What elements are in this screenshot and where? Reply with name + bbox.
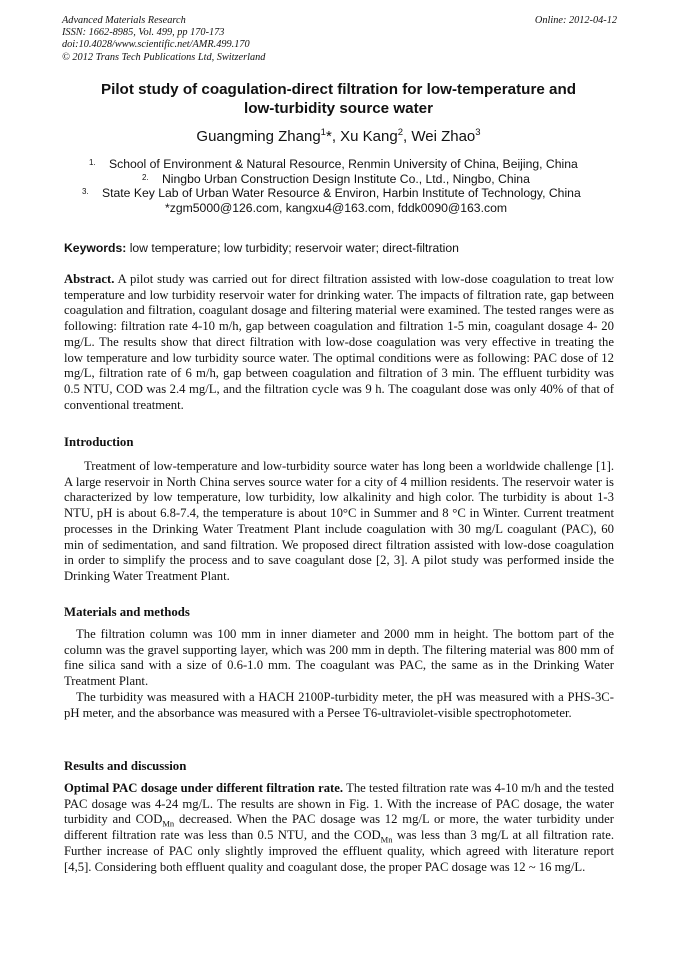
author-emails: *zgm5000@126.com, kangxu4@163.com, fddk0090@163.com [165, 201, 507, 215]
affiliation-3 [82, 186, 581, 201]
corresponding-mark: * [325, 128, 332, 145]
introduction-body: Treatment of low-temperature and low-turbidity source water has long been a worldwide challenge [1]. A large reservoir in North China serves source water for a city of 4 million residents. The reservoir water is characterized by low temperature, low turbidity, low alkalinity and high color. The turbidity is about 1-3 NTU, pH is about 6.8-7.4, the temperature is about 10°C in Summer and 8 °C in Winter. Current treatment processes in the Drinking Water Treatment Plant include coagulation with 30 mg/L coagulant (PAC), 60 min of sedimentation, and sand filtration. We proposed direct filtration assisted with low-dose coagulation in order to simplify the process and to save coagulant dose [2, 3]. A pilot study was performed inside the Drinking Water Treatment Plant. [64, 459, 614, 583]
affiliation-1-text: School of Environment & Natural Resource, Renmin University of China, Beijing, China [109, 157, 578, 171]
abstract-label: Abstract. [64, 272, 115, 286]
results-subheading: Optimal PAC dosage under different filtration rate. [64, 781, 344, 795]
affiliation-1-number: 1. [89, 158, 96, 167]
methods-paragraph-1: The filtration column was 100 mm in inner diameter and 2000 mm in height. The bottom part of the column was the gravel supporting layer, which was 200 mm in depth. The filtering material was 800 mm of fine silica sand with a size of 0.6-1.0 mm. The coagulant was PAC, the same as in the Drinking Water Treatment Plant. [64, 627, 614, 689]
keywords-label: Keywords: [64, 241, 127, 255]
author-zhao-affil: 3 [475, 127, 481, 138]
abstract [64, 272, 614, 413]
journal-header [62, 15, 617, 64]
author-zhang: Guangming Zhang [196, 128, 321, 145]
results-text-3: was less than 3 mg/L at all filtration rate. Further increase of PAC only slightly improved the effluent quality, which agreed with literature report [4,5]. Considering both effluent quality and coagulant dose, the proper PAC dosage was 12 ~ 16 mg/L. [64, 828, 615, 874]
journal-issn: ISSN: 1662-8985, Vol. 499, pp 170-173 [62, 27, 225, 39]
introduction-heading: Introduction [64, 435, 134, 449]
journal-copyright: © 2012 Trans Tech Publications Ltd, Switzerland [62, 51, 266, 63]
author-sep-2: , [403, 128, 412, 145]
keywords-text: low temperature; low turbidity; reservoir water; direct-filtration [126, 241, 459, 255]
title-line-2: low-turbidity source water [243, 100, 434, 117]
author-zhang-affil: 1 [320, 127, 326, 138]
online-date: Online: 2012-04-12 [534, 15, 617, 26]
results-text-2: decreased. When the PAC dosage was 12 mg/L or more, the water turbidity under different filtration rate was less than 0.5 NTU, and the COD [64, 812, 614, 843]
affiliation-2-text: Ningbo Urban Construction Design Institute Co., Ltd., Ningbo, China [162, 172, 530, 186]
results-paragraph [64, 781, 614, 875]
author-sep-1: , [331, 128, 341, 145]
affiliation-3-number: 3. [82, 187, 89, 196]
affiliation-2-number: 2. [142, 173, 149, 182]
journal-name: Advanced Materials Research [62, 15, 186, 26]
cod-subscript-1: Mn [162, 818, 175, 829]
keywords [64, 241, 616, 256]
author-kang-affil: 2 [397, 127, 403, 138]
author-zhao: Wei Zhao [411, 128, 476, 145]
affiliation-1 [89, 157, 578, 172]
author-list [62, 128, 615, 146]
affiliation-2 [142, 172, 530, 187]
paper-title [62, 80, 615, 118]
title-line-1: Pilot study of coagulation-direct filtration for low-temperature and [100, 81, 577, 98]
cod-subscript-2: Mn [380, 834, 393, 845]
methods-heading: Materials and methods [64, 605, 190, 619]
affiliation-3-text: State Key Lab of Urban Water Resource & Environ, Harbin Institute of Technology, China [102, 186, 581, 200]
journal-doi: doi:10.4028/www.scientific.net/AMR.499.170 [62, 39, 250, 51]
results-heading: Results and discussion [64, 759, 187, 773]
results-text-1: The tested filtration rate was 4-10 m/h and the tested PAC dosage was 4-24 mg/L. The results are shown in Fig. 1. With the increase of PAC dosage, the water turbidity and COD [64, 781, 614, 827]
author-kang: Xu Kang [340, 128, 398, 145]
methods-paragraph-2: The turbidity was measured with a HACH 2100P-turbidity meter, the pH was measured with a PHS-3C-pH meter, and the absorbance was measured with a Persee T6-ultraviolet-visible spectrophotometer. [64, 690, 614, 720]
abstract-text: A pilot study was carried out for direct filtration assisted with low-dose coagulation to treat low temperature and low turbidity reservoir water for drinking water. The impacts of filtration rate, gap between coagulation and filtration, coagulant dosage and filtering material were examined. The tested ranges were as following: filtration rate 4-10 m/h, gap between coagulation and filtration 1-5 min, coagulant dosage 4- 20 mg/L. The results show that direct filtration with low-dose coagulation was very effective in treating the low temperature and low turbidity source water. The optimal conditions were as following: PAC dose of 12 mg/L, filtration rate of 6 m/h, gap between coagulation and filtration of 3 min. The effluent turbidity was 0.5 NTU, COD was 2.4 mg/L, and the filtration cycle was 9 h. The coagulant dose was only 40% of that of conventional treatment. [64, 272, 614, 412]
